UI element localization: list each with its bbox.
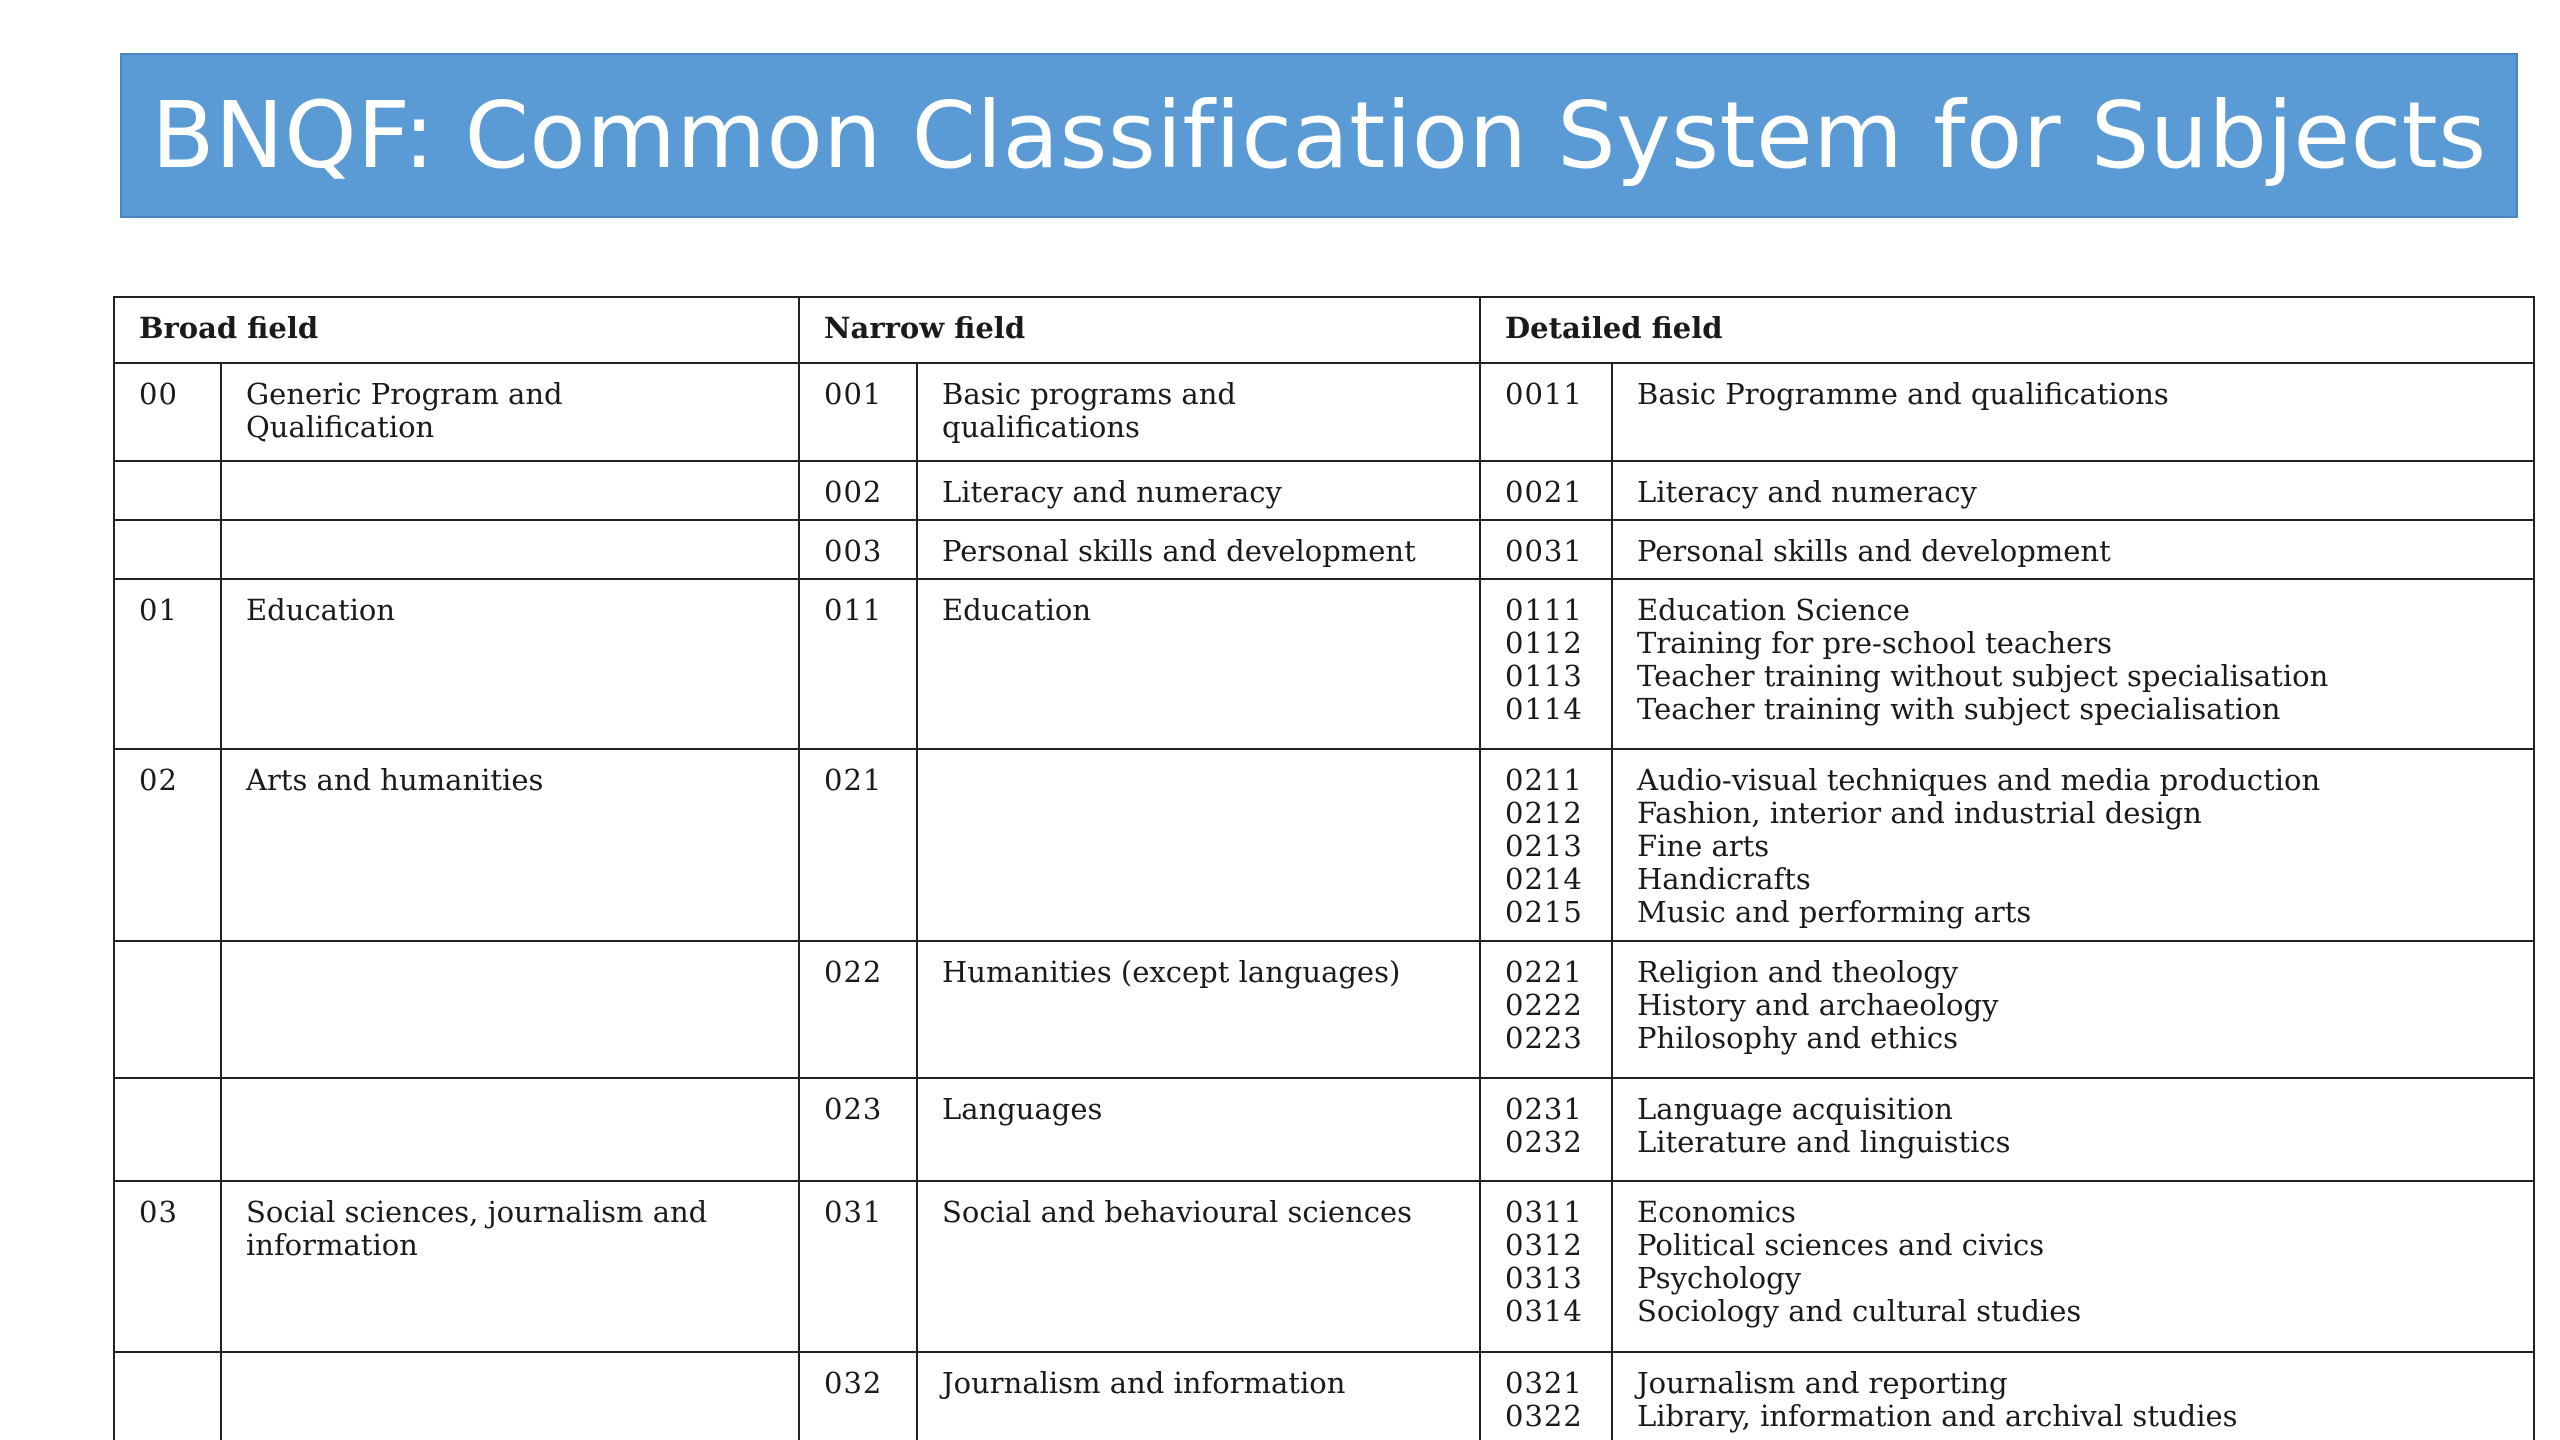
detailed-codes: 0221 0222 0223: [1480, 941, 1612, 1078]
narrow-code: 021: [799, 749, 917, 941]
narrow-name: Humanities (except languages): [917, 941, 1480, 1078]
broad-name: [221, 461, 799, 520]
broad-code: [114, 461, 221, 520]
detailed-codes: 0111 0112 0113 0114: [1480, 579, 1612, 749]
detailed-names: Journalism and reporting Library, information and archival studies: [1612, 1352, 2534, 1440]
broad-name: Arts and humanities: [221, 749, 799, 941]
narrow-code: 002: [799, 461, 917, 520]
header-narrow-field: Narrow field: [799, 297, 1480, 363]
title-banner: [120, 53, 2518, 218]
header-broad-field: Broad field: [114, 297, 799, 363]
narrow-name: Social and behavioural sciences: [917, 1181, 1480, 1352]
narrow-code: 011: [799, 579, 917, 749]
table-row: [114, 461, 2534, 520]
table-row: [114, 520, 2534, 579]
detailed-codes: 0021: [1480, 461, 1612, 520]
broad-code: [114, 1352, 221, 1440]
narrow-code: 031: [799, 1181, 917, 1352]
broad-name: [221, 1352, 799, 1440]
narrow-name: Literacy and numeracy: [917, 461, 1480, 520]
table-row: [114, 1181, 2534, 1352]
slide-title: BNQF: Common Classification System for Subjects: [151, 82, 2487, 189]
detailed-names: Literacy and numeracy: [1612, 461, 2534, 520]
narrow-name: Languages: [917, 1078, 1480, 1181]
detailed-names: Economics Political sciences and civics Psychology Sociology and cultural studies: [1612, 1181, 2534, 1352]
table-row: [114, 941, 2534, 1078]
detailed-names: Audio-visual techniques and media production Fashion, interior and industrial design Fine arts Handicrafts Music and performing arts: [1612, 749, 2534, 941]
broad-name: [221, 520, 799, 579]
detailed-names: Language acquisition Literature and linguistics: [1612, 1078, 2534, 1181]
classification-table: [113, 296, 2535, 1440]
header-detailed-field: Detailed field: [1480, 297, 2534, 363]
narrow-name: Basic programs and qualifications: [917, 363, 1480, 461]
narrow-code: 022: [799, 941, 917, 1078]
detailed-codes: 0011: [1480, 363, 1612, 461]
broad-code: [114, 520, 221, 579]
narrow-name: Education: [917, 579, 1480, 749]
broad-name: [221, 1078, 799, 1181]
broad-name: [221, 941, 799, 1078]
broad-code: 02: [114, 749, 221, 941]
detailed-names: Basic Programme and qualifications: [1612, 363, 2534, 461]
broad-code: [114, 941, 221, 1078]
broad-code: [114, 1078, 221, 1181]
detailed-codes: 0321 0322: [1480, 1352, 1612, 1440]
detailed-names: Personal skills and development: [1612, 520, 2534, 579]
broad-name: Social sciences, journalism and information: [221, 1181, 799, 1352]
narrow-code: 001: [799, 363, 917, 461]
narrow-name: Personal skills and development: [917, 520, 1480, 579]
detailed-names: Religion and theology History and archaeology Philosophy and ethics: [1612, 941, 2534, 1078]
classification-table-container: [113, 296, 2535, 1440]
table-row: [114, 749, 2534, 941]
narrow-code: 003: [799, 520, 917, 579]
narrow-code: 023: [799, 1078, 917, 1181]
detailed-names: Education Science Training for pre-school teachers Teacher training without subject specialisation Teacher training with subject specialisation: [1612, 579, 2534, 749]
broad-code: 01: [114, 579, 221, 749]
table-row: [114, 1352, 2534, 1440]
detailed-codes: 0211 0212 0213 0214 0215: [1480, 749, 1612, 941]
narrow-name: Journalism and information: [917, 1352, 1480, 1440]
detailed-codes: 0311 0312 0313 0314: [1480, 1181, 1612, 1352]
table-header-row: [114, 297, 2534, 363]
detailed-codes: 0031: [1480, 520, 1612, 579]
table-row: [114, 1078, 2534, 1181]
narrow-code: 032: [799, 1352, 917, 1440]
table-row: [114, 579, 2534, 749]
narrow-name: [917, 749, 1480, 941]
table-row: [114, 363, 2534, 461]
broad-code: 03: [114, 1181, 221, 1352]
broad-name: Education: [221, 579, 799, 749]
detailed-codes: 0231 0232: [1480, 1078, 1612, 1181]
broad-name: Generic Program and Qualification: [221, 363, 799, 461]
broad-code: 00: [114, 363, 221, 461]
